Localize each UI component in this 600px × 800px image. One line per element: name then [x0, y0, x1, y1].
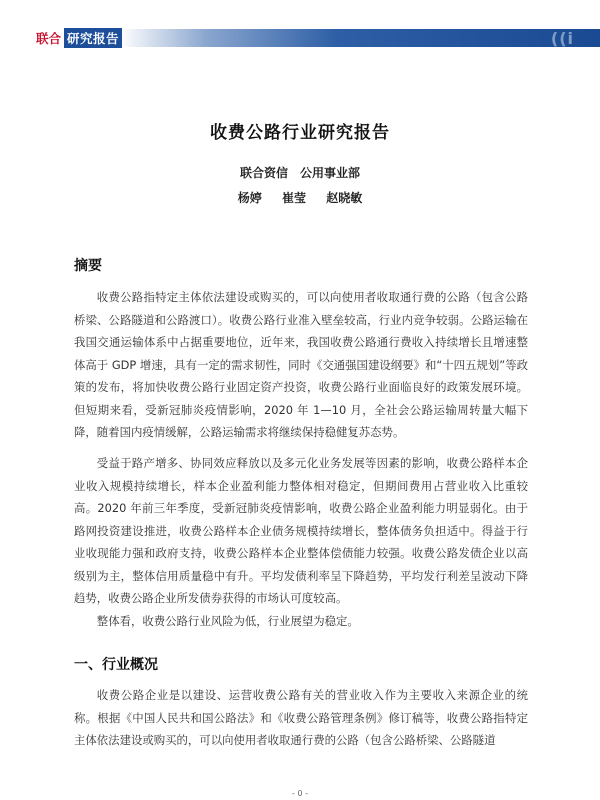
page-header	[0, 26, 600, 50]
abstract-paragraph: 收费公路指特定主体依法建设或购买的，可以向使用者收取通行费的公路（包含公路桥梁、公路隧道和公路渡口）。收费公路行业准入壁垒较高，行业内竞争较弱。公路运输在我国交通运输体系中占据重要地位，近年来，我国收费公路通行费收入持续增长且增速整体高于 GDP 增速，具有一定的需求韧性，同时《交通强国建设纲要》和“十四五规划”等政策的发布，将加快收费公路行业固定资产投资，收费公路行业面临良好的政策发展环境。但短期来看，受新冠肺炎疫情影响，2020 年 1—10 月，全社会公路运输周转量大幅下降，随着国内疫情缓解，公路运输需求将继续保持稳健复苏态势。	[74, 290, 528, 439]
brand-name: 联合	[36, 31, 62, 46]
brand-report-label: 研究报告	[64, 28, 122, 48]
organization: 联合资信 公用事业部	[239, 166, 360, 180]
author: 杨婷	[237, 191, 262, 205]
abstract-paragraph: 整体看，收费公路行业风险为低，行业展望为稳定。	[96, 614, 359, 628]
abstract-paragraph: 受益于路产增多、协同效应释放以及多元化业务发展等因素的影响，收费公路样本企业收入规模持续增长，样本企业盈利能力整体相对稳定，但期间费用占营业收入比重较高。2020 年前三年季度，受新冠肺炎疫情影响，收费公路企业盈利能力明显弱化。由于路网投资建设推进，收费公路样本企业债务规模持续增长，整体债务负担适中。得益于行业收现能力强和政府支持，收费公路样本企业整体偿债能力较强。收费公路发债企业以高级别为主，整体信用质量稳中有升。平均发债利率呈下降趋势，平均发行利差呈波动下降趋势，收费公路企业所发债券获得的市场认可度较高。	[74, 456, 528, 605]
author: 崔莹	[281, 191, 306, 205]
abstract-heading: 摘要	[74, 258, 102, 274]
section-paragraph: 收费公路企业是以建设、运营收费公路有关的营业收入作为主要收入来源企业的统称。根据《中国人民共和国公路法》和《收费公路管理条例》修订稿等，收费公路指特定主体依法建设或购买的，可以向使用者收取通行费的公路（包含公路桥梁、公路隧道	[74, 688, 528, 747]
watermark-logo-icon: ((i	[550, 28, 574, 48]
document-title: 收费公路行业研究报告	[210, 123, 390, 143]
author: 赵晓敏	[326, 191, 363, 205]
header-band	[120, 29, 600, 47]
authors	[0, 189, 600, 206]
brand-logo	[36, 28, 122, 48]
page-number: - 0 -	[292, 789, 308, 798]
section-heading: 一、行业概况	[74, 657, 158, 673]
